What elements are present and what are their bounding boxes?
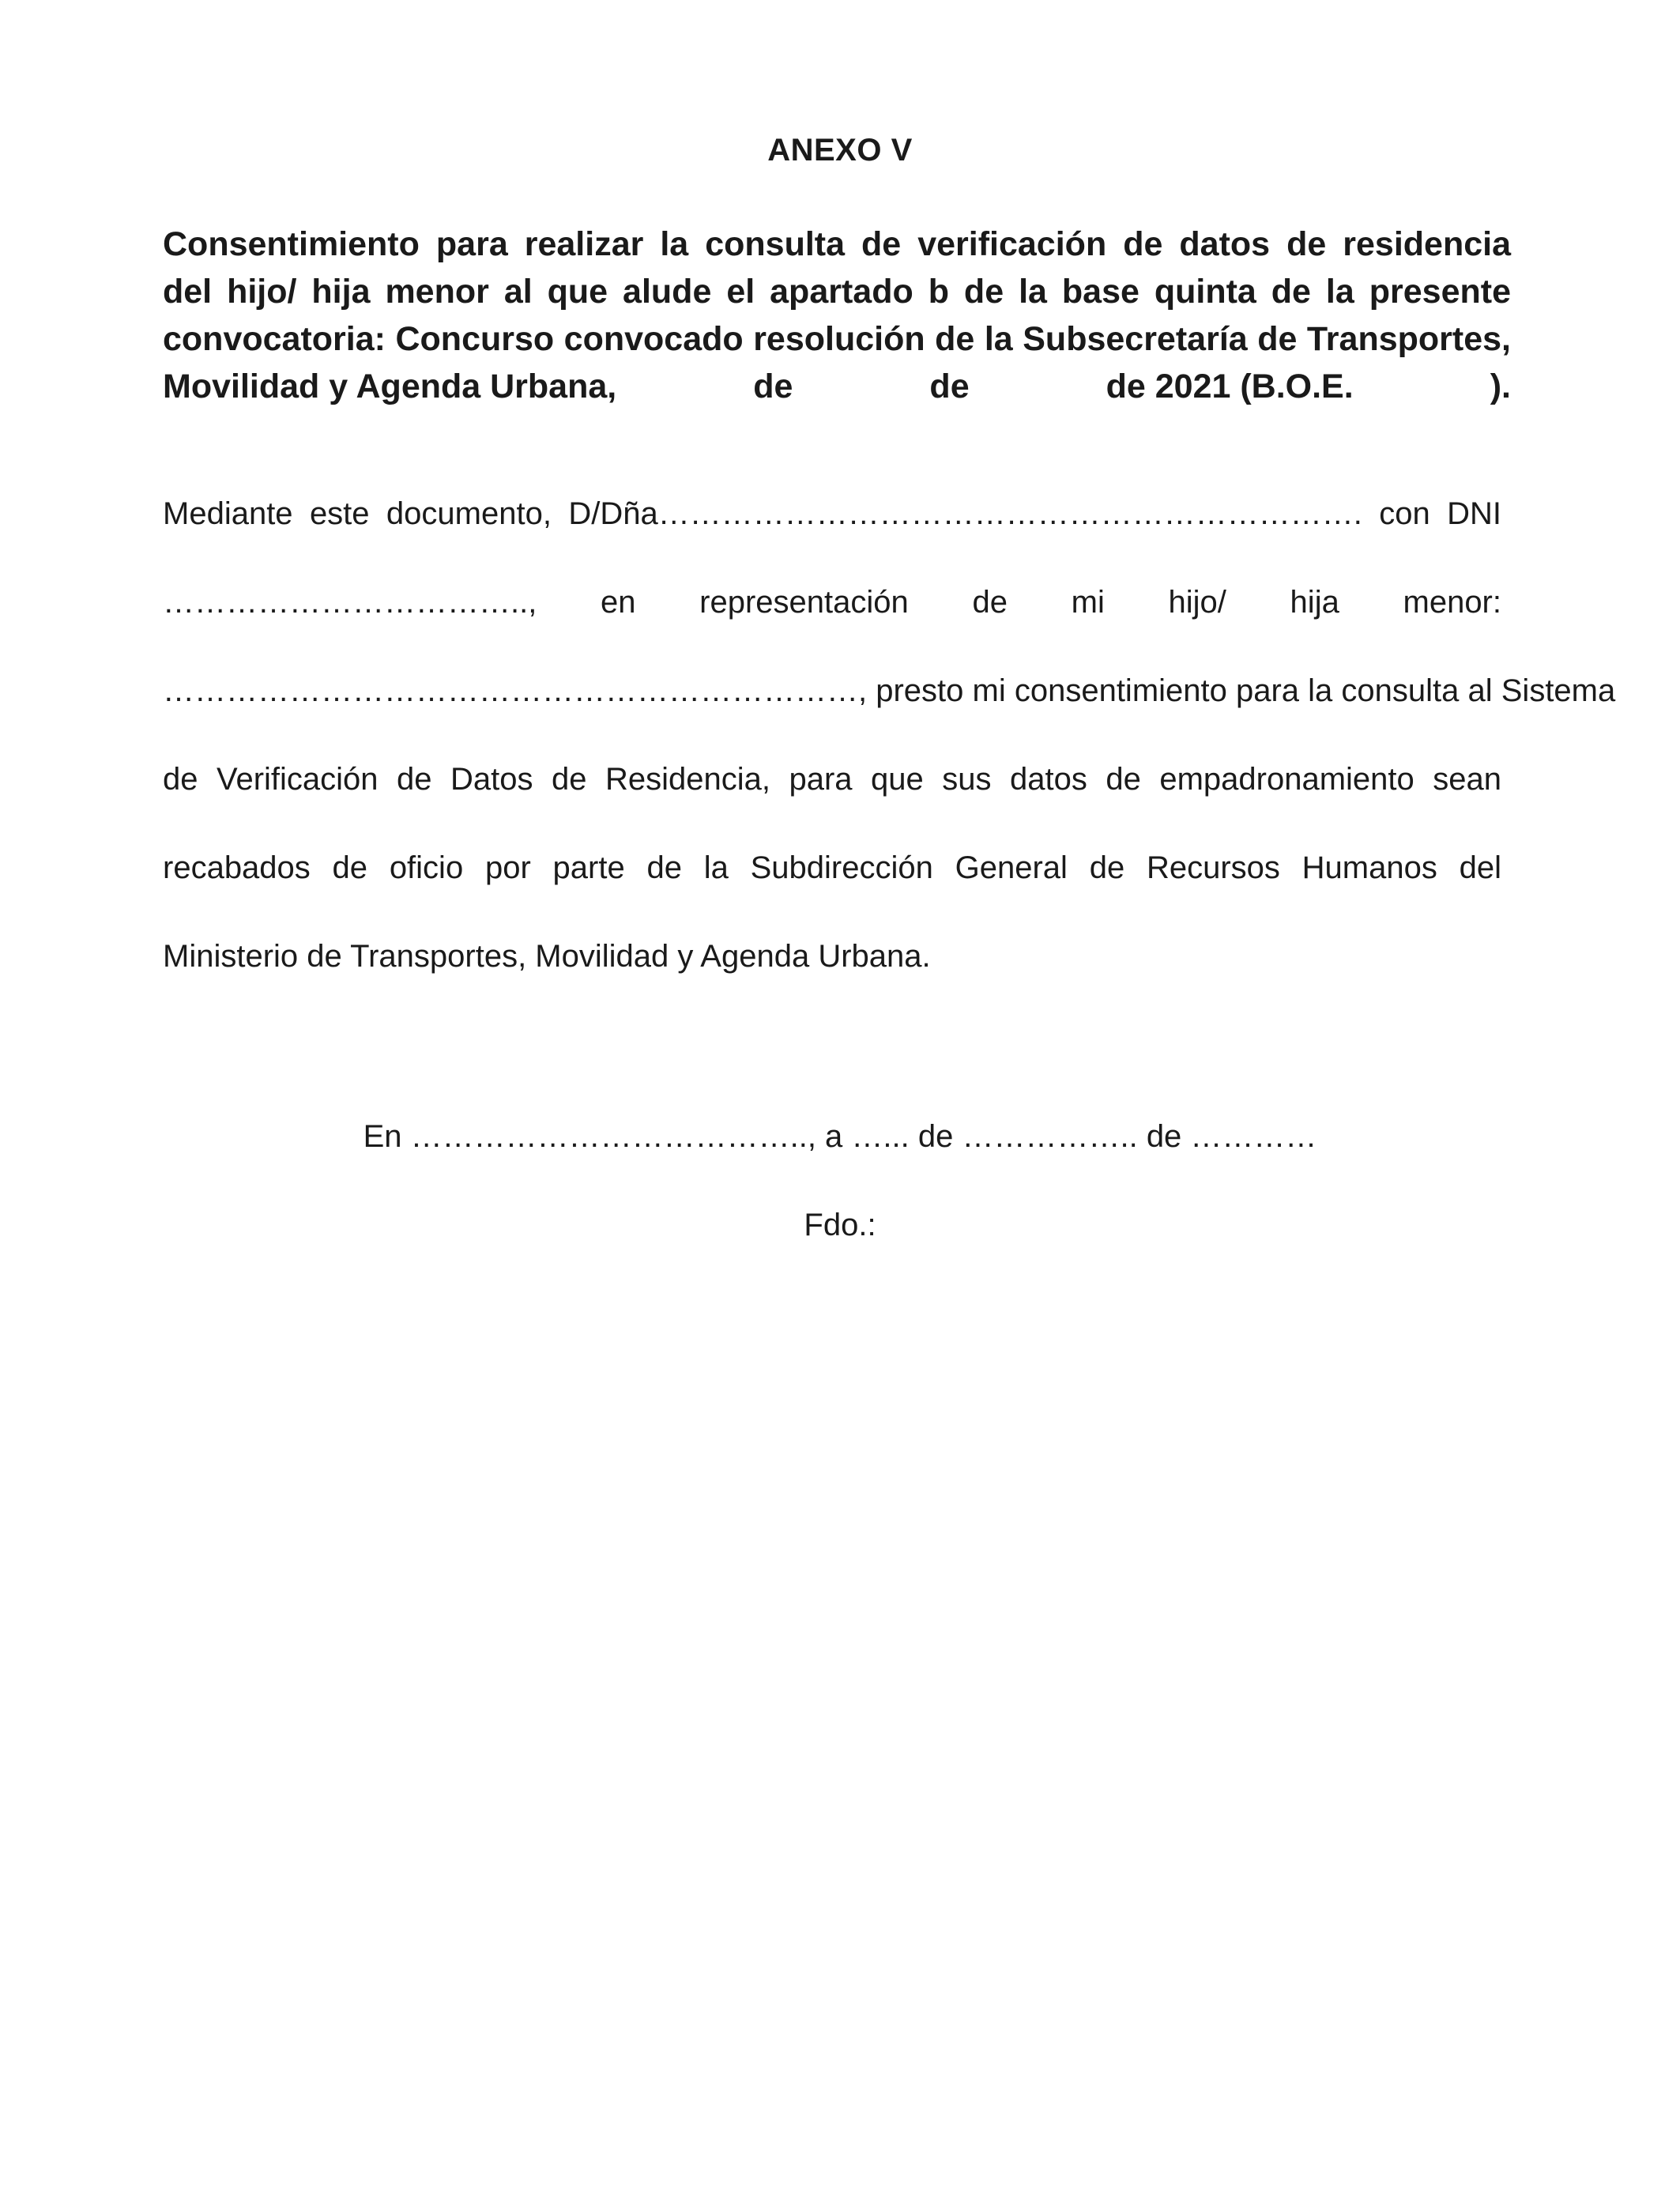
- body-line-3: …………………………………………………………, presto mi consentimiento para la consulta al Sistema: [163, 673, 1616, 708]
- heading-line-4-part-c: de: [929, 368, 970, 405]
- consent-heading: [163, 221, 1511, 410]
- body-line-2: …………………………….., en representación de mi hijo/ hija menor:: [163, 585, 1501, 620]
- place-date-line: En ……………………………….., a …... de …………….. de …………: [363, 1119, 1317, 1154]
- heading-line-3: convocatoria: Concurso convocado resolución de la Subsecretaría de Transportes,: [163, 320, 1511, 358]
- heading-line-4-part-b: de: [753, 368, 793, 405]
- body-line-4: de Verificación de Datos de Residencia, para que sus datos de empadronamiento sean: [163, 762, 1501, 797]
- body-line-6: Ministerio de Transportes, Movilidad y Agenda Urbana.: [163, 939, 931, 974]
- consent-body: [163, 492, 1616, 1023]
- signature-label: Fdo.:: [804, 1208, 876, 1242]
- body-line-5: recabados de oficio por parte de la Subdirección General de Recursos Humanos del: [163, 850, 1501, 885]
- annex-title: ANEXO V: [767, 133, 913, 168]
- heading-line-4-part-a: Movilidad y Agenda Urbana,: [163, 368, 617, 405]
- heading-line-2: del hijo/ hija menor al que alude el apartado b de la base quinta de la presente: [163, 273, 1511, 311]
- heading-line-4-part-d: de 2021 (B.O.E.: [1106, 368, 1354, 405]
- heading-line-4: [163, 363, 1511, 410]
- heading-line-4-part-e: ).: [1490, 368, 1511, 405]
- heading-line-1: Consentimiento para realizar la consulta de verificación de datos de residencia: [163, 225, 1511, 263]
- body-line-1: Mediante este documento, D/Dña…………………………………………………………. con DNI: [163, 496, 1501, 531]
